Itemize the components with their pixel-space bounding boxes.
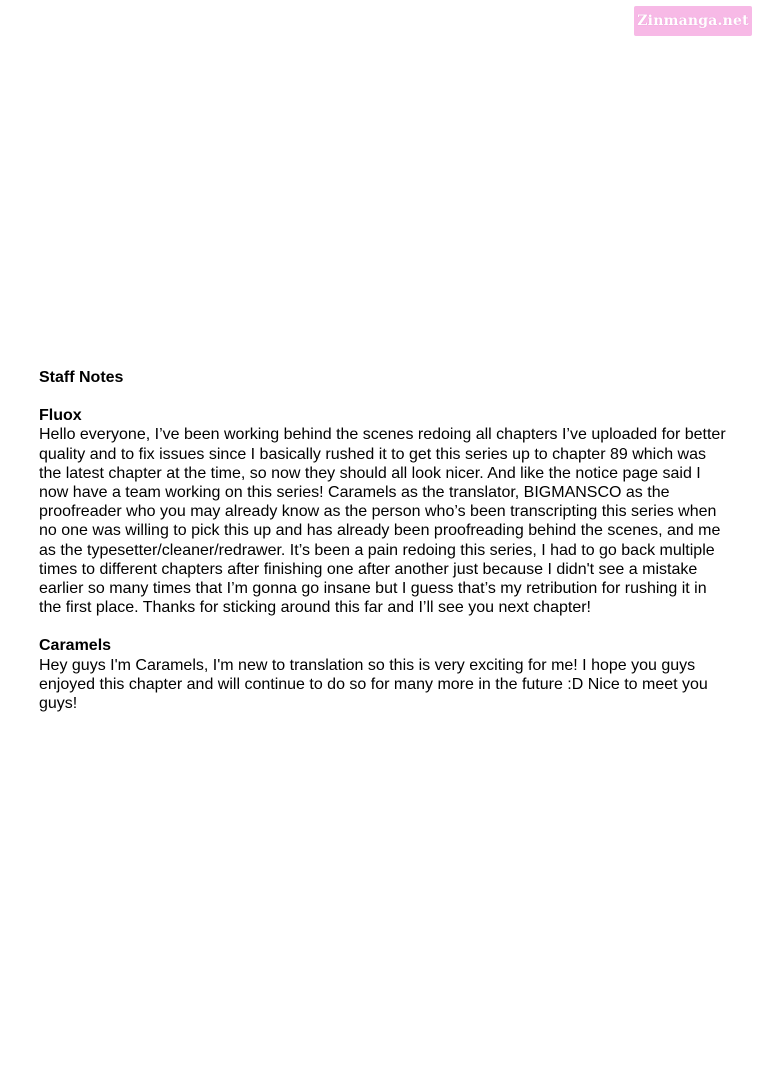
staff-notes (39, 368, 729, 732)
staff-note-author: Caramels (39, 637, 112, 655)
watermark-text: Zinmanga.net (637, 13, 749, 29)
staff-notes-title: Staff Notes (39, 369, 124, 386)
site-watermark (634, 6, 752, 36)
staff-note-text: Hey guys I'm Caramels, I'm new to translation so this is very exciting for me! I hope you guys enjoyed this chapter and will continue to do so for many more in the future :D Nice to meet you guys! (39, 656, 708, 713)
staff-note-text: Hello everyone, I’ve been working behind the scenes redoing all chapters I’ve uploaded for better quality and to fix issues since I basically rushed it to get this series up to chapter 89 which was the latest chapter at the time, so now they should all look nicer. And like the notice page said I now have a team working on this series! Caramels as the translator, BIGMANSCO as the proofreader who you may already know as the person who’s been transcripting this series when no one was willing to pick this up and has already been proofreading behind the scenes, and me as the typesetter/cleaner/redrawer. It’s been a pain redoing this series, I had to go back multiple times to different chapters after finishing one after another just because I didn't see a mistake earlier so many times that I’m gonna go insane but I guess that’s my retribution for rushing it in the first place. Thanks for sticking around this far and I’ll see you next chapter! (39, 426, 726, 617)
staff-note-fluox (39, 406, 729, 617)
staff-note-caramels (39, 636, 729, 713)
staff-note-author: Fluox (39, 407, 82, 425)
